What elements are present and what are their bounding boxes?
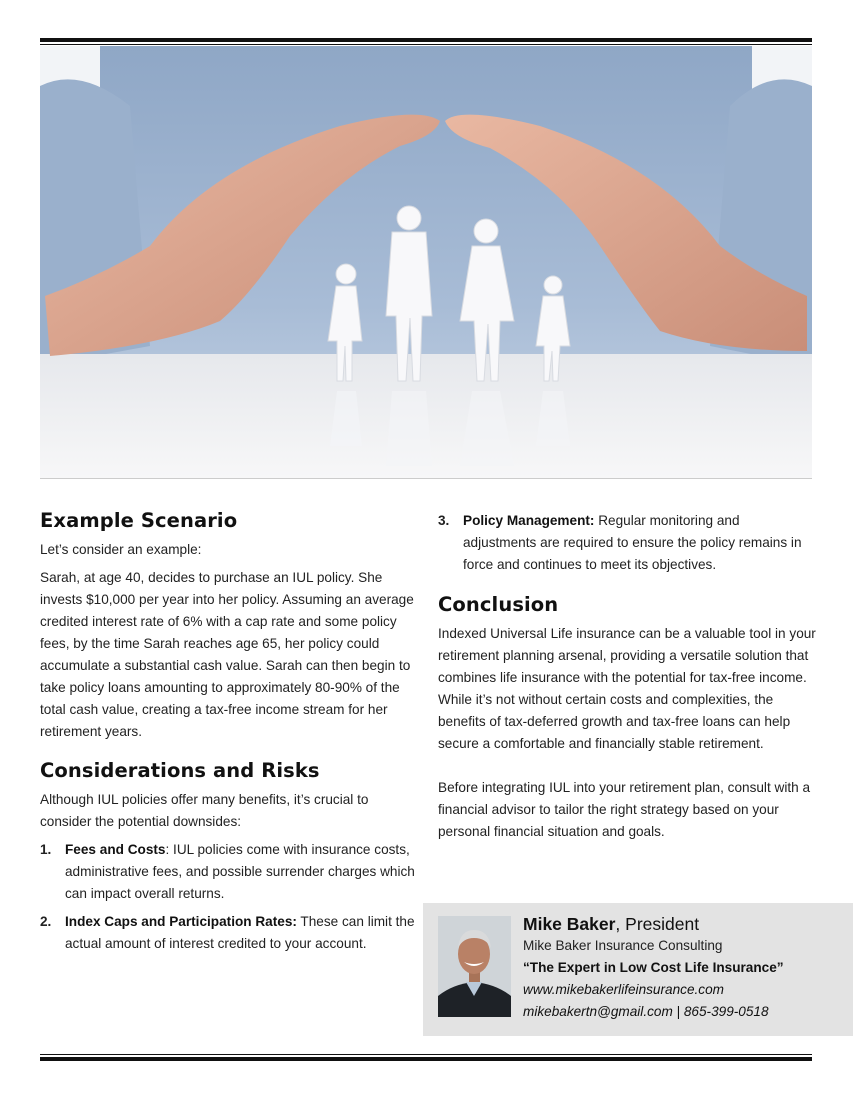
bottom-rule xyxy=(40,1054,812,1061)
contact-email-phone[interactable]: mikebakertn@gmail.com | 865-399-0518 xyxy=(523,1004,769,1019)
example-intro: Let’s consider an example: xyxy=(40,542,202,557)
hero-image-hands-protecting-family xyxy=(40,46,812,479)
contact-website[interactable]: www.mikebakerlifeinsurance.com xyxy=(523,982,724,997)
contact-title: , President xyxy=(615,914,700,934)
list-item-text: Regular monitoring and adjustments are required to ensure the policy remains in force and continues to meet its objectives. xyxy=(463,513,802,572)
list-number: 3. xyxy=(438,513,450,528)
conclusion-paragraph-2: Before integrating IUL into your retirement plan, consult with a financial advisor to tailor the right strategy based on your personal financial situation and goals. xyxy=(438,780,811,839)
example-body: Sarah, at age 40, decides to purchase an IUL policy. She invests $10,000 per year into her policy. Assuming an average credited interest rate of 6% with a cap rate and some policy fees, by the time Sarah reaches age 65, her policy could accumulate a substantial cash value. Sarah can then begin to take policy loans amounting to approximately 80-90% of the total cash value, creating a tax-free income stream for her retirement years. xyxy=(40,570,414,739)
risks-list-continued xyxy=(438,510,816,576)
contact-tagline: “The Expert in Low Cost Life Insurance” xyxy=(523,960,784,975)
conclusion-heading: Conclusion xyxy=(438,593,559,616)
considerations-heading: Considerations and Risks xyxy=(40,759,320,782)
contact-company: Mike Baker Insurance Consulting xyxy=(523,938,723,953)
right-column xyxy=(438,510,816,843)
avatar xyxy=(438,916,511,1017)
contact-details xyxy=(523,913,848,1023)
list-item xyxy=(40,839,416,905)
conclusion-paragraph-1: Indexed Universal Life insurance can be a valuable tool in your retirement planning arsenal, providing a versatile solution that combines life insurance with the potential for tax-free income. While it’s not without certain costs and complexities, the benefits of tax-deferred growth and tax-free loans can help secure a comfortable and financially stable retirement. xyxy=(438,626,816,751)
list-item xyxy=(438,510,816,576)
contact-name-line xyxy=(523,913,848,935)
list-item-separator: : xyxy=(165,842,170,857)
contact-name: Mike Baker xyxy=(523,914,616,934)
contact-card xyxy=(423,903,853,1036)
list-item-title: Fees and Costs xyxy=(65,842,166,857)
list-item-text: IUL policies come with insurance costs, administrative fees, and possible surrender charges which can impact overall returns. xyxy=(65,842,415,901)
top-rule xyxy=(40,38,812,45)
list-item-title: Policy Management: xyxy=(463,513,595,528)
list-item-title: Index Caps and Participation Rates: xyxy=(65,914,297,929)
example-scenario-heading: Example Scenario xyxy=(40,509,238,532)
list-item xyxy=(40,911,416,955)
risks-list xyxy=(40,839,416,955)
considerations-intro: Although IUL policies offer many benefits, it’s crucial to consider the potential downsides: xyxy=(40,792,369,829)
list-item-text: These can limit the actual amount of interest credited to your account. xyxy=(65,914,415,951)
left-column xyxy=(40,510,416,955)
list-number: 1. xyxy=(40,842,52,857)
list-number: 2. xyxy=(40,914,52,929)
